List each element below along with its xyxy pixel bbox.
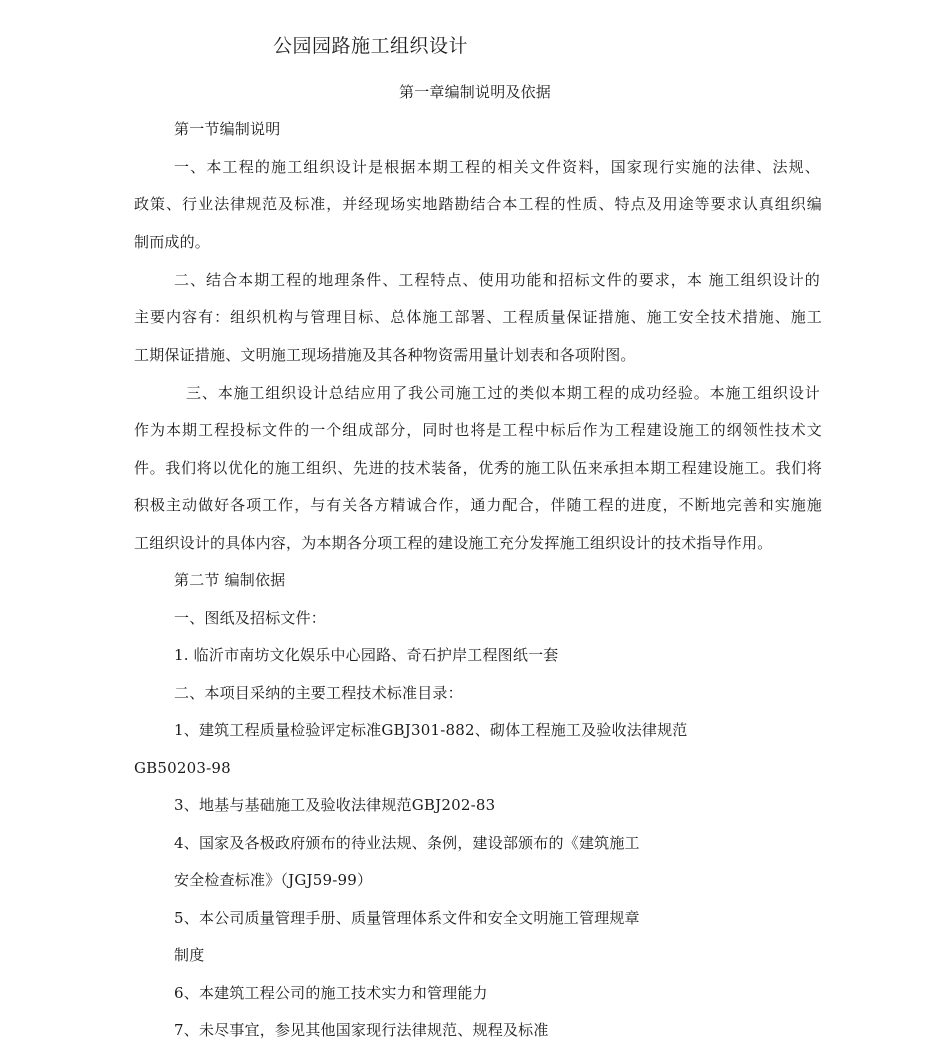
paragraph-line: 制而成的。 <box>134 233 211 251</box>
section-title: 第一节编制说明 <box>174 120 281 138</box>
paragraph-line: 作为本期工程投标文件的一个组成部分，同时也将是工程中标后作为工程建设施工的纲领性技术文 <box>134 421 822 439</box>
paragraph-line: 工期保证措施、文明施工现场措施及其各种物资需用量计划表和各项附图。 <box>134 346 636 364</box>
section-title: 第二节 编制依据 <box>174 571 286 589</box>
basis-item: 1. 临沂市南坊文化娱乐中心园路、奇石护岸工程图纸一套 <box>174 646 559 664</box>
standard-item-continuation: GB50203-98 <box>134 759 231 777</box>
paragraph-line: 积极主动做好各项工作，与有关各方精诚合作，通力配合，伴随工程的进度，不断地完善和实施施 <box>134 496 822 514</box>
standard-item-continuation: 安全检查标准》（JGJ59-99） <box>174 871 373 889</box>
paragraph-line: 工组织设计的具体内容，为本期各分项工程的建设施工充分发挥施工组织设计的技术指导作用。 <box>134 534 773 552</box>
chapter-title: 第一章编制说明及依据 <box>399 83 552 101</box>
standard-item: 7、未尽事宜，参见其他国家现行法律规范、规程及标准 <box>174 1021 549 1039</box>
standard-item: 6、本建筑工程公司的施工技术实力和管理能力 <box>174 984 488 1002</box>
paragraph-line: 政策、行业法律规范及标准，并经现场实地踏勘结合本工程的性质、特点及用途等要求认真组织编 <box>134 195 822 213</box>
document-title: 公园园路施工组织设计 <box>273 35 469 57</box>
standard-item: 5、本公司质量管理手册、质量管理体系文件和安全文明施工管理规章 <box>174 909 640 927</box>
paragraph-line: 主要内容有：组织机构与管理目标、总体施工部署、工程质量保证措施、施工安全技术措施、施工 <box>134 308 822 326</box>
standard-item-continuation: 制度 <box>174 946 205 964</box>
standard-item: 1、建筑工程质量检验评定标准GBJ301-882、砌体工程施工及验收法律规范 <box>174 721 688 739</box>
standard-item: 3、地基与基础施工及验收法律规范GBJ202-83 <box>174 796 496 814</box>
paragraph-line: 二、结合本期工程的地理条件、工程特点、使用功能和招标文件的要求，本 施工组织设计的 <box>174 271 820 289</box>
paragraph-line: 三、本施工组织设计总结应用了我公司施工过的类似本期工程的成功经验。本施工组织设计 <box>186 384 820 402</box>
paragraph-line: 一、本工程的施工组织设计是根据本期工程的相关文件资料，国家现行实施的法律、法规、 <box>174 158 820 176</box>
basis-heading: 一、图纸及招标文件： <box>174 609 327 627</box>
standard-item: 4、国家及各极政府颁布的待业法规、条例，建设部颁布的《建筑施工 <box>174 834 640 852</box>
basis-heading: 二、本项目采纳的主要工程技术标准目录： <box>174 684 463 702</box>
paragraph-line: 件。我们将以优化的施工组织、先进的技术装备，优秀的施工队伍来承担本期工程建设施工。我们将 <box>134 459 822 477</box>
